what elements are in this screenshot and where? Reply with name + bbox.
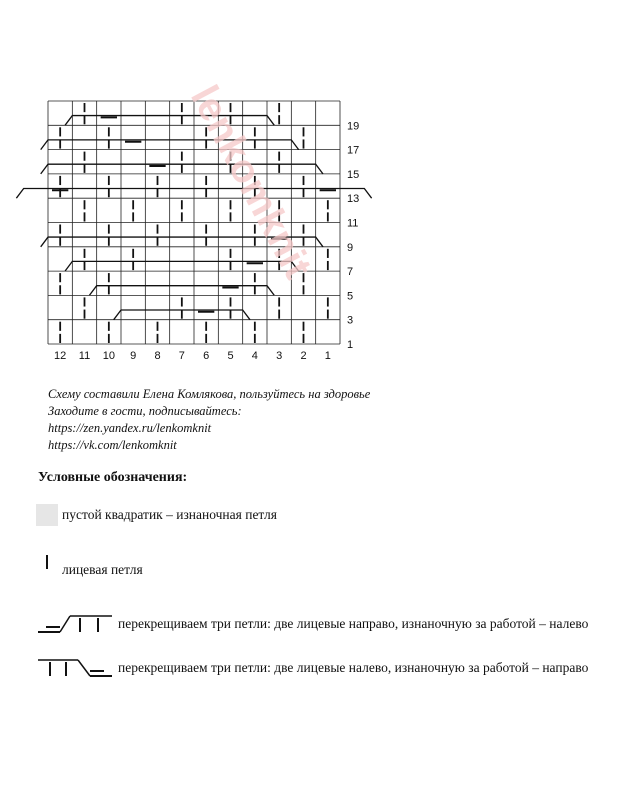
row-label: 17 — [347, 144, 360, 157]
cable-cross-right-icon — [36, 612, 114, 636]
column-label: 6 — [203, 350, 210, 362]
row-label: 15 — [347, 168, 360, 181]
legend-item-knit — [36, 552, 143, 578]
watermark-text: lenkomknit — [182, 78, 321, 286]
knit-stitch-icon — [36, 553, 58, 577]
credits-line: Заходите в гости, подписывайтесь: — [48, 404, 242, 418]
column-label: 7 — [178, 350, 185, 362]
cable-crossing-line — [65, 261, 299, 271]
knitting-chart — [0, 0, 642, 370]
empty-square-icon — [36, 504, 58, 526]
legend-text: пустой квадратик – изнаночная петля — [62, 507, 277, 522]
legend-title: Условные обозначения: — [38, 470, 188, 485]
column-label: 5 — [227, 350, 234, 362]
column-label: 8 — [154, 350, 161, 362]
legend-item-purl — [36, 504, 277, 526]
chart-svg — [0, 0, 642, 370]
column-label: 1 — [324, 350, 331, 362]
row-label: 3 — [347, 314, 354, 327]
column-label: 2 — [300, 350, 307, 362]
row-label: 11 — [347, 217, 359, 230]
row-label: 1 — [347, 339, 354, 351]
column-label: 4 — [251, 350, 258, 362]
legend-item-cross-left — [36, 656, 588, 680]
column-label: 3 — [276, 350, 283, 362]
row-label: 9 — [347, 241, 354, 254]
row-label: 5 — [347, 290, 354, 303]
column-label: 12 — [54, 350, 67, 362]
cable-crossing-line — [89, 286, 274, 296]
row-label: 13 — [347, 193, 360, 206]
column-label: 10 — [102, 350, 115, 362]
column-label: 9 — [130, 350, 137, 362]
row-label: 19 — [347, 120, 360, 133]
column-label: 11 — [78, 350, 91, 362]
credits-block — [48, 386, 370, 454]
legend-item-cross-right — [36, 612, 588, 636]
legend-text: перекрещиваем три петли: две лицевые направо, изнаночную за работой – налево — [118, 616, 589, 631]
legend-text: лицевая петля — [62, 562, 143, 577]
credits-link[interactable]: https://zen.yandex.ru/lenkomknit — [48, 421, 212, 435]
credits-line: Схему составили Елена Комлякова, пользуйтесь на здоровье — [48, 387, 371, 401]
credits-link[interactable]: https://vk.com/lenkomknit — [48, 438, 177, 452]
legend-text: перекрещиваем три петли: две лицевые налево, изнаночную за работой – направо — [118, 660, 589, 675]
cable-cross-left-icon — [36, 656, 114, 680]
row-label: 7 — [347, 266, 354, 279]
